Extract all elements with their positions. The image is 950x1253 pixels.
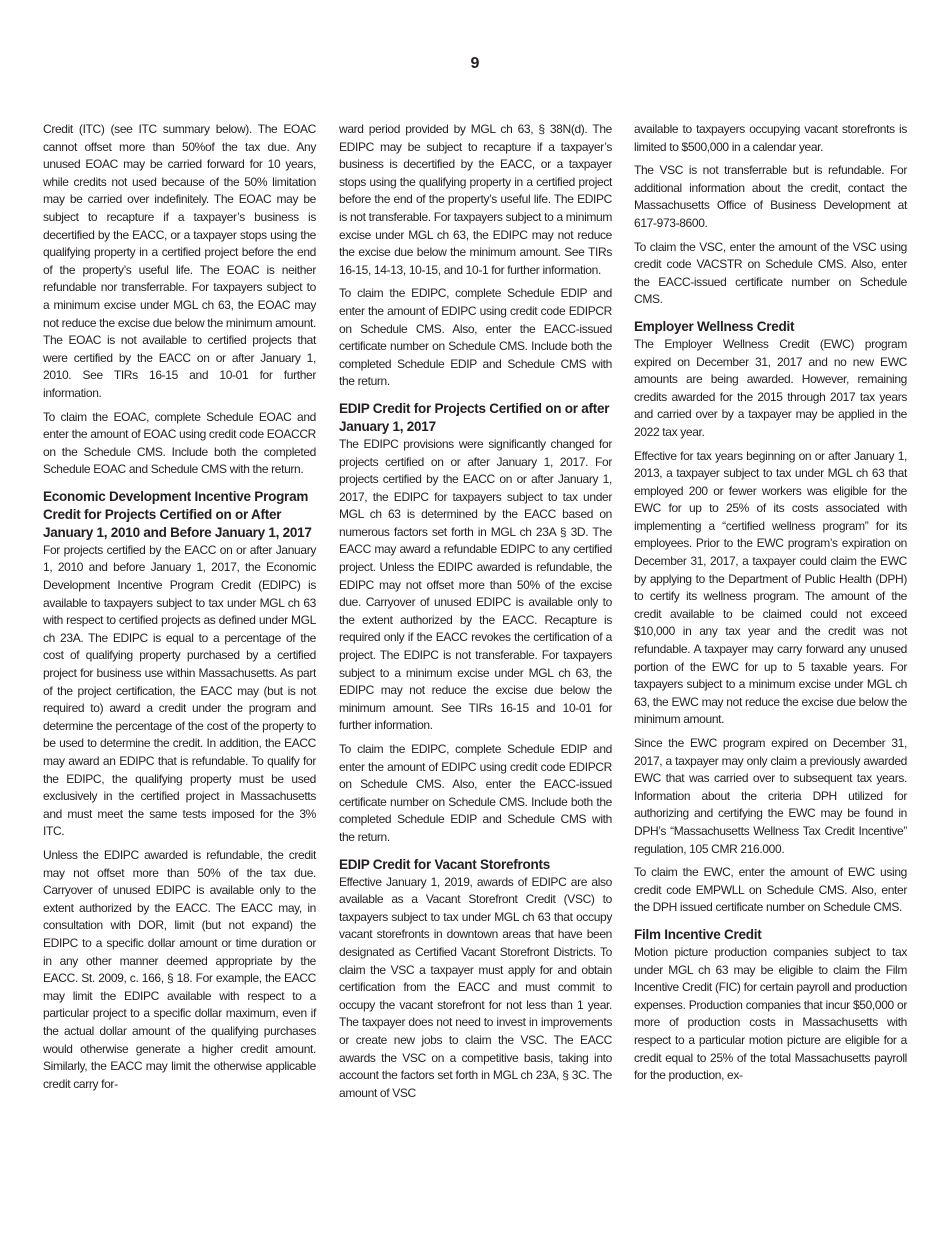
edip-2017-paragraph: The EDIPC provisions were significantly changed for projects certified on or after January 1, 2017. For projects certified by the EACC on or after January 1, 2017, the EDIPC for taxpayers subject to tax under MGL ch 63 is determined by the EACC based on numerous factors set forth in MGL ch 23A § 3D. The EACC may award a refundable EDIPC to any certified project. Unless the EDIPC awarded is refundable, the EDIPC may not offset more than 50% of the excise due. Carryover of unused EDIPC is available only to the extent authorized by the EACC. Recapture is required only if the EACC revokes the certification of a project. The EDIPC is not transferable. For taxpayers subject to a minimum excise under MGL ch 63, the EDIPC may not reduce the excise due below the minimum amount. See TIRs 16-15 and 10-01 for further information.: [339, 436, 612, 733]
edip-2017-claim-paragraph: To claim the EDIPC, complete Schedule EDIP and enter the amount of EDIPC using credit code EDIPCR on Schedule CMS. Also, enter the EACC-issued certificate number on Schedule CMS. Include both the completed Schedule EDIP and Schedule CMS with the return.: [339, 742, 612, 844]
vsc-claim-paragraph: To claim the VSC, enter the amount of the VSC using credit code VACSTR on Schedule CMS. Also, enter the EACC-issued certificate number on Schedule CMS.: [634, 239, 907, 307]
edipc-2010-heading: Economic Development Incentive Program Credit for Projects Certified on or After January 1, 2010 and Before January 1, 2017: [43, 488, 312, 540]
eoac-continued-paragraph: Credit (ITC) (see ITC summary below). The EOAC cannot offset more than 50%of the tax due. Any unused EOAC may be carried forward for 10 years, while credits not used because of the 50% limitation may be carried over indefinitely. The EOAC may be subject to recapture if a taxpayer’s business is decertified by the EACC, or a taxpayer stops using the qualifying property in a certified project before the end of the property’s useful life. The EOAC is neither refundable nor transferrable. For taxpayers subject to a minimum excise under MGL ch 63, the EOAC may not reduce the excise due below the minimum amount. The EOAC is not available to certified projects that were certified by the EACC on or after January 1, 2010. See TIRs 16-15 and 10-01 for further information.: [43, 122, 316, 400]
edipc-limits-paragraph: Unless the EDIPC awarded is refundable, the credit may not offset more than 50% of the tax due. Carryover of unused EDIPC is available only to the extent authorized by the EACC. The EACC may, in consultation with DOR, limit (but not expand) the EDIPC to a specific dollar amount or time duration or in any other manner deemed appropriate by the EACC. St. 2009, c. 166, § 18. For example, the EACC may limit the EDIPC available with respect to a particular project to a specific dollar maximum, even if the actual dollar amount of the qualifying purchases would otherwise generate a higher credit amount. Similarly, the EACC may limit the otherwise applicable credit carry for-: [43, 847, 316, 1091]
column-right: [634, 121, 907, 1091]
vsc-refundable-paragraph: The VSC is not transferrable but is refundable. For additional information about the credit, contact the Massachusetts Office of Business Development at 617-973-8600.: [634, 163, 907, 230]
vsc-limit-paragraph: available to taxpayers occupying vacant storefronts is limited to $500,000 in a calendar year.: [634, 122, 907, 154]
ewc-eligibility-paragraph: Effective for tax years beginning on or after January 1, 2013, a taxpayer subject to tax under MGL ch 63 that employed 200 or fewer workers was eligible for the EWC for up to 25% of its costs associated with implementing a “certified wellness program” for its employees. Prior to the EWC program’s expiration on December 31, 2017, a taxpayer could claim the EWC by applying to the Department of Public Health (DPH) to certify its wellness program. The amount of the credit available to be claimed could not exceed $10,000 in any tax year and the credit was not refundable. A taxpayer may carry forward any unused portion of the EWC for up to 5 taxable years. For taxpayers subject to a minimum excise under MGL ch 63, the EWC may not reduce the excise due below the minimum amount.: [634, 448, 907, 727]
column-left: [43, 121, 316, 1099]
edipc-2010-paragraph: For projects certified by the EACC on or after January 1, 2010 and before January 1, 2017, the Economic Development Incentive Program Credit (EDIPC) is available to taxpayers subject to tax under MGL ch 63 with respect to certified projects as defined under MGL ch 23A. The EDIPC is equal to a percentage of the cost of qualifying property purchased by a certified project for business use within Massachusetts. As part of the project certification, the EACC may (but is not required to) award a credit under the program and determine the percentage of the cost of the property to be used to determine the credit. In addition, the EACC may award an EDIPC that is refundable. To qualify for the EDIPC, the qualifying property must be used exclusively in the certified project in Massachusetts and must meet the same tests imposed for the 3% ITC.: [43, 542, 316, 839]
film-incentive-paragraph: Motion picture production companies subject to tax under MGL ch 63 may be eligible to claim the Film Incentive Credit (FIC) for certain payroll and production expenses. Production companies that incur $50,000 or more of production costs in Massachusetts with respect to a particular motion picture are eligible for a credit equal to 25% of the total Massachusetts payroll for the production, ex-: [634, 944, 907, 1083]
edipc-claim-paragraph: To claim the EDIPC, complete Schedule EDIP and enter the amount of EDIPC using credit code EDIPCR on Schedule CMS. Also, enter the EACC-issued certificate number on Schedule CMS. Include both the completed Schedule EDIP and Schedule CMS with the return.: [339, 286, 612, 389]
ewc-carryover-paragraph: Since the EWC program expired on December 31, 2017, a taxpayer may only claim a previously awarded EWC that was carried over to subsequent tax years. Information about the criteria DPH utilized for authorizing and certifying the EWC may be found in DPH’s “Massachusetts Wellness Tax Credit Incentive” regulation, 105 CMR 216.000.: [634, 736, 907, 856]
edipc-recapture-paragraph: ward period provided by MGL ch 63, § 38N(d). The EDIPC may be subject to recapture if a taxpayer’s business is decertified by the EACC, or a taxpayer stops using the qualifying property in a certified project before the end of the property’s useful life. The EDIPC is not transferable. For taxpayers subject to a minimum excise under MGL ch 63, the EDIPC may not reduce the excise due below the minimum amount. See TIRs 16-15, 14-13, 10-15, and 10-1 for further information.: [339, 122, 612, 277]
column-middle: [339, 121, 612, 1108]
employer-wellness-heading: Employer Wellness Credit: [634, 318, 795, 334]
ewc-claim-paragraph: To claim the EWC, enter the amount of EWC using credit code EMPWLL on Schedule CMS. Also, enter the DPH issued certificate number on Schedule CMS.: [634, 865, 907, 915]
vacant-storefronts-paragraph: Effective January 1, 2019, awards of EDIPC are also available as a Vacant Storefront Credit (VSC) to taxpayers subject to tax under MGL ch 63 that occupy vacant storefronts in downtown areas that have been designated as Certified Vacant Storefront Districts. To claim the VSC a taxpayer must apply for and obtain certification from the EACC and must commit to occupy the vacant storefront for not less than 1 year. The taxpayer does not need to invest in improvements or create new jobs to claim the VSC. The EACC awards the VSC on a competitive basis, taking into account the factors set forth in MGL ch 23A, § 3C. The amount of VSC: [339, 874, 612, 1100]
edip-2017-heading: EDIP Credit for Projects Certified on or after January 1, 2017: [339, 400, 610, 434]
film-incentive-heading: Film Incentive Credit: [634, 926, 762, 942]
eoac-claim-paragraph: To claim the EOAC, complete Schedule EOAC and enter the amount of EOAC using credit code EOACCR on the Schedule CMS. Include both the completed Schedule EOAC and Schedule CMS with the return.: [43, 409, 316, 477]
page-number: 9: [470, 55, 480, 72]
ewc-expired-paragraph: The Employer Wellness Credit (EWC) program expired on December 31, 2017 and no new EWC amounts are being awarded. However, remaining credits awarded for the 2015 through 2017 tax years and carried over by a taxpayer may be applied in the 2022 tax year.: [634, 336, 907, 439]
vacant-storefronts-heading: EDIP Credit for Vacant Storefronts: [339, 856, 551, 872]
